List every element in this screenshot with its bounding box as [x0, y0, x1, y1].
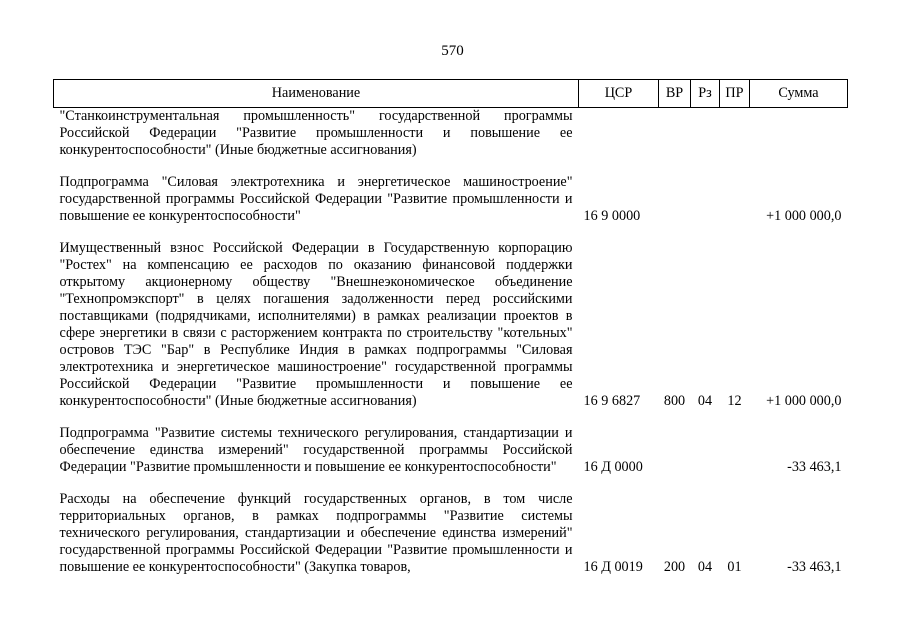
- row-rz: 04: [697, 393, 713, 409]
- table-row: [54, 425, 848, 491]
- row-rz: 04: [697, 559, 713, 575]
- row-name: "Станкоинструментальная промышленность" государственной программы Российской Федерации "Развитие промышленности и повышение ее конкурентоспособности" (Иные бюджетные ассигнования): [59, 108, 573, 158]
- row-rz: [691, 108, 720, 175]
- row-name: Подпрограмма "Силовая электротехника и энергетическое машиностроение" государственной программы Российской Федерации "Развитие промышленности и повышение ее конкурентоспособности": [59, 174, 573, 224]
- row-vr: [659, 425, 691, 491]
- row-csr: 16 Д 0000: [583, 459, 643, 475]
- table-row: [54, 174, 848, 240]
- row-pr: [720, 174, 750, 240]
- header-sum: Сумма: [750, 80, 848, 108]
- row-vr: [659, 174, 691, 240]
- row-sum: -33 463,1: [787, 459, 842, 475]
- row-sum: +1 000 000,0: [766, 393, 842, 409]
- header-rz: Рз: [691, 80, 720, 108]
- table-row: [54, 108, 848, 175]
- row-name: Имущественный взнос Российской Федерации в Государственную корпорацию "Ростех" на компенсацию ее расходов по оказанию финансовой поддержки открытому акционерному обществу "Внешнеэкономическое объединение "Технопромэкспорт" в целях погашения задолженности перед российскими поставщиками (подрядчиками, исполнителями) в рамках реализации проектов в сфере энергетики в связи с расторжением контракта по строительству "котельных" островов ТЭС "Бар" в Республике Индия в рамках подпрограммы "Силовая электротехника и энергетическое машиностроение" государственной программы Российской Федерации "Развитие промышленности и повышение ее конкурентоспособности" (Иные бюджетные ассигнования): [59, 240, 573, 409]
- row-name: Расходы на обеспечение функций государственных органов, в том числе территориальных органов, в рамках подпрограммы "Развитие системы технического регулирования, стандартизации и обеспечение единства измерений" государственной программы Российской Федерации "Развитие промышленности и повышение ее конкурентоспособности" (Закупка товаров,: [59, 491, 573, 575]
- header-vr: ВР: [659, 80, 691, 108]
- row-pr: 12: [727, 393, 742, 409]
- row-csr: 16 9 6827: [583, 393, 641, 409]
- row-sum: +1 000 000,0: [766, 208, 842, 224]
- row-name: Подпрограмма "Развитие системы технического регулирования, стандартизации и обеспечение единства измерений" государственной программы Российской Федерации "Развитие промышленности и повышение ее конкурентоспособности": [59, 425, 573, 475]
- row-csr: 16 Д 0019: [583, 559, 643, 575]
- row-pr: [720, 425, 750, 491]
- table-row: [54, 240, 848, 425]
- budget-table: [53, 79, 848, 576]
- row-vr: [659, 108, 691, 175]
- row-sum: [750, 108, 848, 175]
- table-header-row: [54, 80, 848, 108]
- header-pr: ПР: [720, 80, 750, 108]
- row-vr: 200: [663, 559, 686, 575]
- row-csr: [579, 108, 659, 175]
- row-rz: [691, 425, 720, 491]
- header-name: Наименование: [54, 80, 579, 108]
- row-sum: -33 463,1: [787, 559, 842, 575]
- row-vr: 800: [663, 393, 686, 409]
- row-pr: 01: [727, 559, 742, 575]
- header-csr: ЦСР: [579, 80, 659, 108]
- page-number: 570: [441, 43, 464, 59]
- row-pr: [720, 108, 750, 175]
- table-row: [54, 491, 848, 576]
- row-rz: [691, 174, 720, 240]
- row-csr: 16 9 0000: [583, 208, 641, 224]
